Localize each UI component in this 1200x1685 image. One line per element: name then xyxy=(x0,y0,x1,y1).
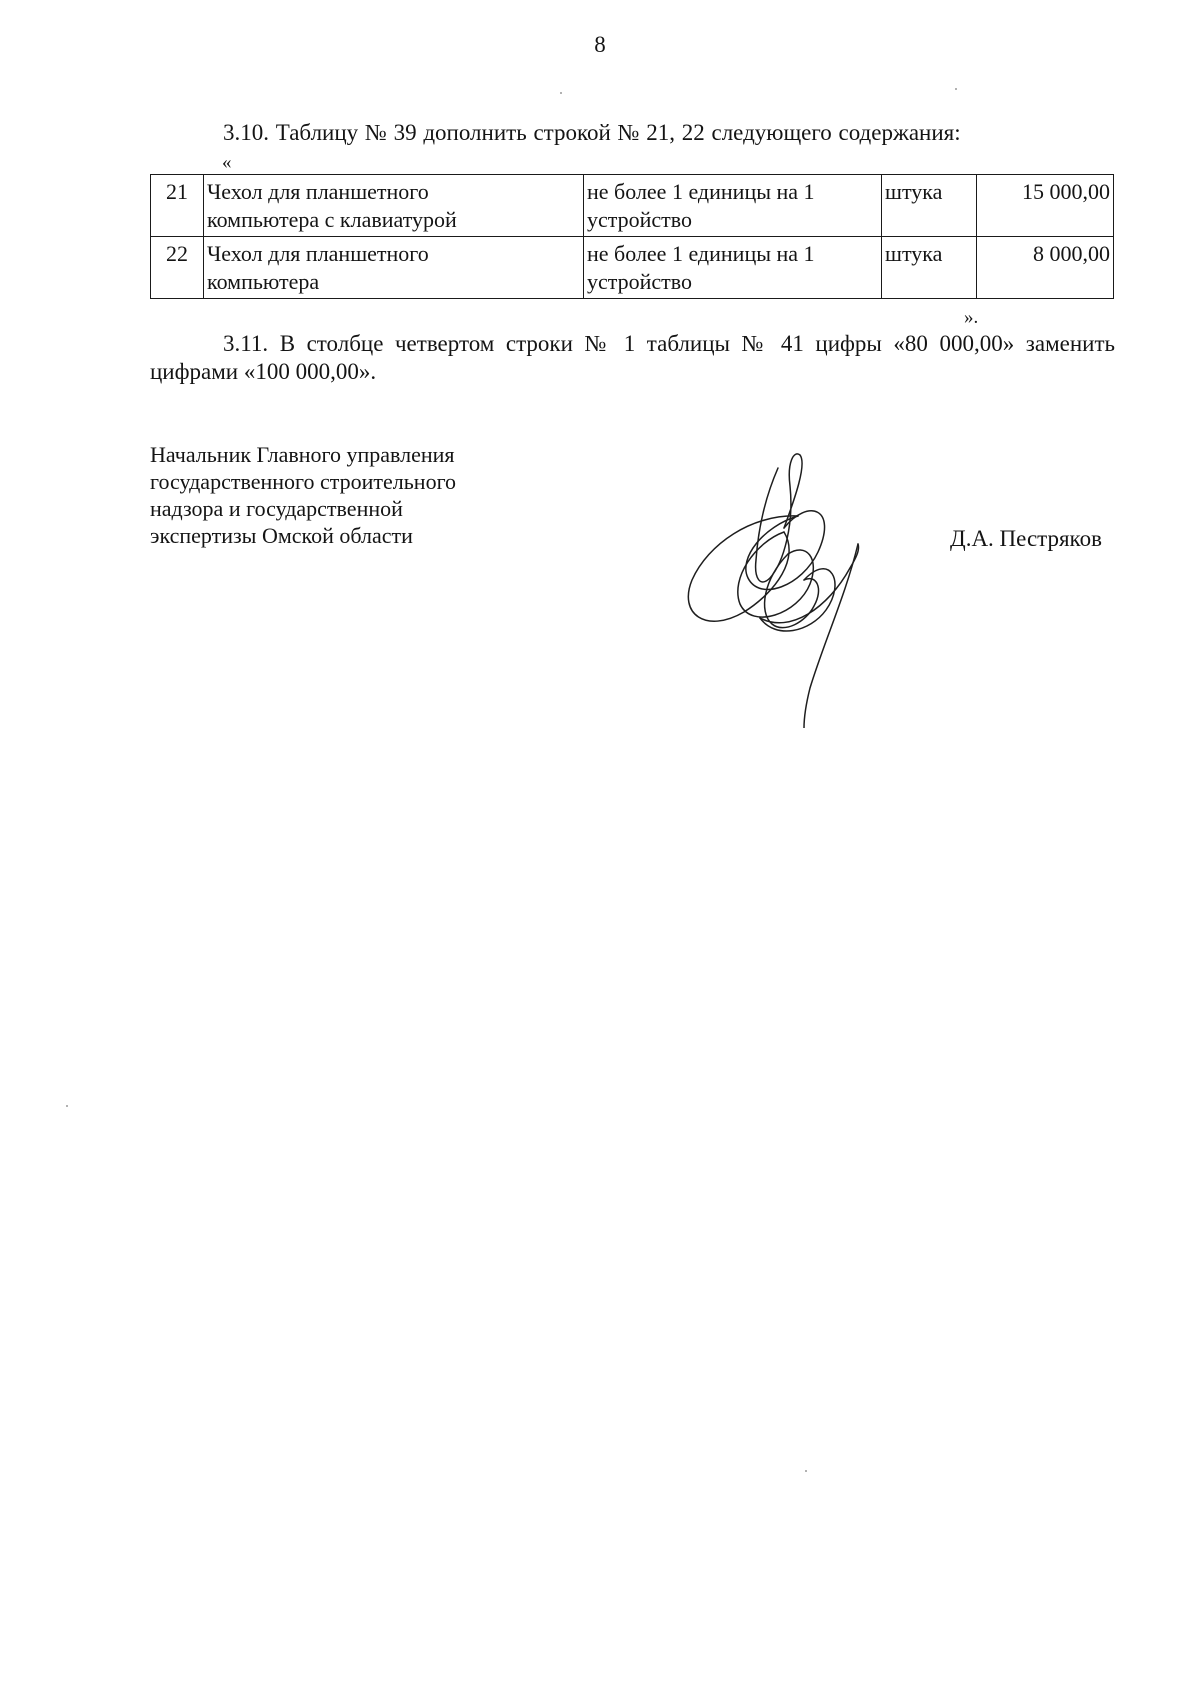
table-row xyxy=(151,237,1114,299)
signer-title-line: Начальник Главного управления xyxy=(150,442,455,467)
row-number: 22 xyxy=(151,237,204,299)
scan-speck xyxy=(560,92,562,94)
item-name-line: компьютера xyxy=(207,269,320,294)
item-name-line: Чехол для планшетного xyxy=(207,179,429,204)
table-row xyxy=(151,175,1114,237)
signer-title xyxy=(150,441,456,549)
item-norm-line: устройство xyxy=(587,207,693,232)
item-norm xyxy=(584,237,882,299)
item-price: 8 000,00 xyxy=(977,237,1114,299)
signer-title-line: экспертизы Омской области xyxy=(150,523,413,548)
table-close-quote: ». xyxy=(964,307,979,328)
row-number: 21 xyxy=(151,175,204,237)
item-name xyxy=(204,175,584,237)
signer-title-line: надзора и государственной xyxy=(150,496,403,521)
page-number: 8 xyxy=(594,32,606,57)
signer-title-line: государственного строительного xyxy=(150,469,457,494)
paragraph-3-10: 3.10. Таблицу № 39 дополнить строкой № 21, 22 следующего содержания: xyxy=(223,120,961,145)
scan-speck xyxy=(66,1105,68,1107)
scan-speck xyxy=(955,88,957,90)
item-price: 15 000,00 xyxy=(977,175,1114,237)
table-open-quote: « xyxy=(222,152,232,173)
signer-name: Д.А. Пестряков xyxy=(950,526,1102,551)
item-norm-line: не более 1 единицы на 1 xyxy=(587,179,815,204)
item-norm xyxy=(584,175,882,237)
item-norm-line: не более 1 единицы на 1 xyxy=(587,241,815,266)
item-name-line: компьютера с клавиатурой xyxy=(207,207,457,232)
item-name xyxy=(204,237,584,299)
paragraph-3-11: 3.11. В столбце четвертом строки № 1 таблицы № 41 цифры «80 000,00» заменить цифрами «100 000,00». xyxy=(150,331,1115,384)
item-norm-line: устройство xyxy=(587,269,693,294)
item-unit: штука xyxy=(882,237,977,299)
item-unit: штука xyxy=(882,175,977,237)
scan-speck xyxy=(805,1470,807,1472)
item-name-line: Чехол для планшетного xyxy=(207,241,429,266)
handwritten-signature xyxy=(660,428,880,728)
items-table xyxy=(150,174,1114,299)
